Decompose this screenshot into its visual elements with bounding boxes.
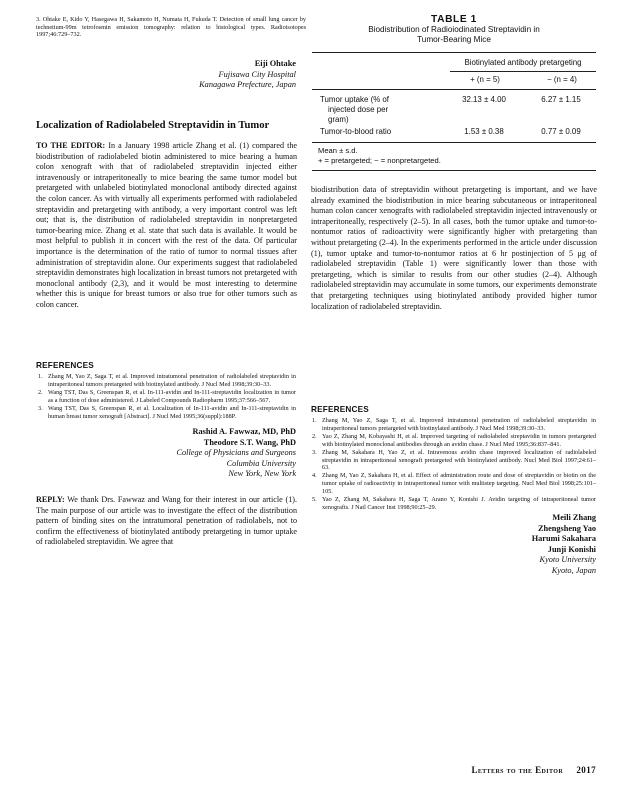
table-cell-plus: 32.13 ± 4.00 bbox=[462, 95, 506, 104]
table-notes bbox=[318, 146, 598, 166]
table-col-header-plus: + (n = 5) bbox=[470, 75, 500, 84]
letter-title: Localization of Radiolabeled Streptavidin in Tumor bbox=[36, 120, 270, 131]
reply-lead-label: REPLY: bbox=[36, 495, 65, 504]
letter-text: In a January 1998 article Zhang et al. (1) compared the biodistribution of radiolabeled biotin administered to mice bearing a human colon xenograft with that of radiolabeled streptavidin injected either intravenously or intraperitoneally to mice bearing the same tumor model but pretargeted with unlabeled biotinylated monoclonal antibody directed against the colon cancer. As with virtually all experiments performed with radiolabeled streptavidin and pretargeting with antibody, a very important control was left out; that is, the distribution of radiolabeled streptavidin in nonpretargeted tumor-bearing mice. Zhang et al. state that such data is available. It would be most helpful to publish it in concert with the rest of the data. Of particular importance is the determination of the ratio of tumor to normal tissues after administration of streptavidin alone. Our experiments suggest that radiolabeled streptavidin demonstrates high localization in breast tumors not pretargeted with monoclonal antibody (2,3), and it would be most interesting to determine whether this is unique for breast tumors or also true for other tumors such as colon cancer. bbox=[36, 141, 297, 309]
signature-affiliation: Kanagawa Prefecture, Japan bbox=[199, 80, 296, 90]
top-reference-text: 3. Ohtake E, Kido Y, Hasegawa H, Sakamoto H, Numata H, Fukuda T. Detection of small lung cancer by technetium-99m tetrofosmin emission tomography: relation to histological types. Radioisotopes 1997;46:729–732. bbox=[36, 16, 306, 39]
signature-name: Rashid A. Fawwaz, MD, PhD bbox=[192, 427, 296, 436]
signature-name: Meili Zhang bbox=[552, 513, 596, 522]
reference-item: 1. Zhang M, Yao Z, Saga T, et al. Improved intratumoral penetration of radiolabeled streptavidin in intraperitoneal tumors pretargeted with biotinylated antibody. J Nucl Med 1998;39:30–33. bbox=[312, 417, 596, 432]
table-title: Biodistribution of Radioiodinated Streptavidin in bbox=[368, 25, 540, 34]
table-col-header-minus: − (n = 4) bbox=[547, 75, 577, 84]
top-reference bbox=[36, 16, 306, 39]
first-signature bbox=[120, 59, 296, 91]
table-label: TABLE 1 bbox=[431, 14, 477, 25]
references-heading-right: REFERENCES bbox=[311, 405, 369, 414]
footer-section: Letters to the Editor bbox=[471, 765, 564, 775]
signature-affiliation: New York, New York bbox=[228, 469, 296, 479]
reply-text: We thank Drs. Fawwaz and Wang for their interest in our article (1). The main purpose of our article was to investigate the effect of the distribution pattern of binding sites on the intratumoral penetration of radiolabels, not to confirm the effectiveness of biotinylated antibody pretargeting in tumor uptake of radiolabeled streptavidin. We agree that bbox=[36, 495, 297, 547]
table-top-rule bbox=[312, 52, 596, 53]
reply-continued-body bbox=[311, 185, 597, 312]
signature-name: Zhengsheng Yao bbox=[537, 523, 596, 533]
reference-item: 3. Wang TST, Das S, Greenspan R, et al. Localization of In-111-avidin and In-111-streptavidin in human breast tumor xenograft [Abstract]. J Nucl Med 1995;36(suppl):188P. bbox=[38, 404, 296, 420]
table-notes-rule bbox=[312, 170, 596, 171]
reference-item: 5. Yao Z, Zhang M, Sakahara H, Saga T, Arano Y, Konishi J. Avidin targeting of intraperitoneal tumor xenografts. J Natl Cancer Inst 1998;90:25–29. bbox=[312, 496, 596, 511]
table-row-label: gram) bbox=[328, 115, 349, 124]
table-group-header: Biotinylated antibody pretargeting bbox=[464, 58, 582, 67]
signature-affiliation: Fujisawa City Hospital bbox=[218, 69, 296, 79]
table-row bbox=[320, 95, 596, 139]
table-1 bbox=[312, 14, 596, 45]
reference-item: 2. Wang TST, Das S, Greenspan R, et al. In-111-avidin and In-111-streptavidin localization in tumor as a function of dose administered. J Labeled Compounds Radiopharm 1995;37:566–567. bbox=[38, 388, 296, 404]
signature-affiliation: College of Physicians and Surgeons bbox=[176, 448, 296, 458]
table-cell-minus: 0.77 ± 0.09 bbox=[541, 127, 581, 136]
signature-affiliation: Columbia University bbox=[226, 458, 296, 468]
reply-body bbox=[36, 495, 297, 548]
table-row-label: Tumor-to-blood ratio bbox=[320, 127, 392, 136]
references-heading: REFERENCES bbox=[36, 361, 94, 370]
table-bottom-rule bbox=[312, 142, 596, 143]
signature-name: Junji Konishi bbox=[547, 544, 596, 554]
table-group-rule bbox=[450, 71, 596, 72]
left-reference-list bbox=[38, 373, 296, 421]
reply-continued-text: biodistribution data of streptavidin without pretargeting is important, and we have already examined the biodistribution in mice bearing subcutaneous or intraperitoneal human colon cancer xenografts with radiolabeled streptavidin injected intravenously or intraperitoneally, respectively (2–5). In all cases, both the tumor uptake and tumor-to-nontumor ratios of radioactivity were significantly higher with pretargeting than without pretargeting (2–4). In the experiments performed in the article under discussion (1), tumor uptake and tumor-to-nontumor ratios at 6 hr postinjection of 5 μg of radiolabeled streptavidin (Table 1) were significantly lower than those with pretargeting, which is similar to results from our other studies (2–4). Although radiolabeled streptavidin may accumulate in some tumors, our experiments demonstrate that pretargeting techniques using biotinylated antibody provided higher tumor localization of radiolabeled streptavidin. bbox=[311, 185, 597, 311]
reference-item: 2. Yao Z, Zhang M, Kobayashi H, et al. Improved targeting of radiolabeled streptavidin in tumors pretargeted with biotinylated monoclonal antibodies through an avidin chase. J Nucl Med 1995;36:837–841. bbox=[312, 432, 596, 448]
table-note: Mean ± s.d. bbox=[318, 146, 358, 155]
table-row-label: Tumor uptake (% of bbox=[320, 95, 389, 104]
reference-item: 1. Zhang M, Yao Z, Saga T, et al. Improved intratumoral penetration of radiolabeled streptavidin in intraperitoneal tumors pretargeted with biotinylated antibody. J Nucl Med 1998;39:30–33. bbox=[38, 373, 296, 388]
signature-name: Theodore S.T. Wang, PhD bbox=[203, 437, 296, 447]
table-cell-minus: 6.27 ± 1.15 bbox=[541, 95, 581, 104]
third-signature bbox=[420, 513, 596, 577]
letter-body bbox=[36, 141, 297, 311]
signature-affiliation: Kyoto, Japan bbox=[551, 565, 596, 575]
reference-item: 4. Zhang M, Yao Z, Sakahara H, et al. Effect of administration route and dose of streptavidin or biotin on the tumor uptake of radioactivity in intraperitoneal tumor with multistep targeting. Nucl Med Biol 1998;25:101–105. bbox=[312, 472, 596, 495]
second-signature bbox=[110, 427, 296, 480]
table-header-rule bbox=[312, 89, 596, 90]
table-row-label: injected dose per bbox=[328, 105, 389, 114]
table-cell-plus: 1.53 ± 0.38 bbox=[464, 127, 504, 136]
table-title: Tumor-Bearing Mice bbox=[417, 35, 491, 44]
letter-lead-label: TO THE EDITOR: bbox=[36, 141, 106, 150]
table-row bbox=[320, 127, 596, 139]
table-note: + = pretargeted; − = nonpretargeted. bbox=[318, 156, 441, 165]
footer-page-number: 2017 bbox=[576, 765, 596, 775]
signature-name: Harumi Sakahara bbox=[531, 534, 596, 544]
reference-item: 3. Zhang M, Sakahara H, Yao Z, et al. Intravenous avidin chase improved localization of radiolabeled streptavidin in intraperitoneal xenograft pretargeted with biotinylated antibody. Nucl Med Biol 1997;24:61–63. bbox=[312, 448, 596, 472]
page-footer bbox=[380, 765, 596, 775]
signature-affiliation: Kyoto University bbox=[539, 555, 596, 565]
right-reference-list bbox=[312, 417, 596, 512]
signature-name: Eiji Ohtake bbox=[254, 59, 296, 68]
